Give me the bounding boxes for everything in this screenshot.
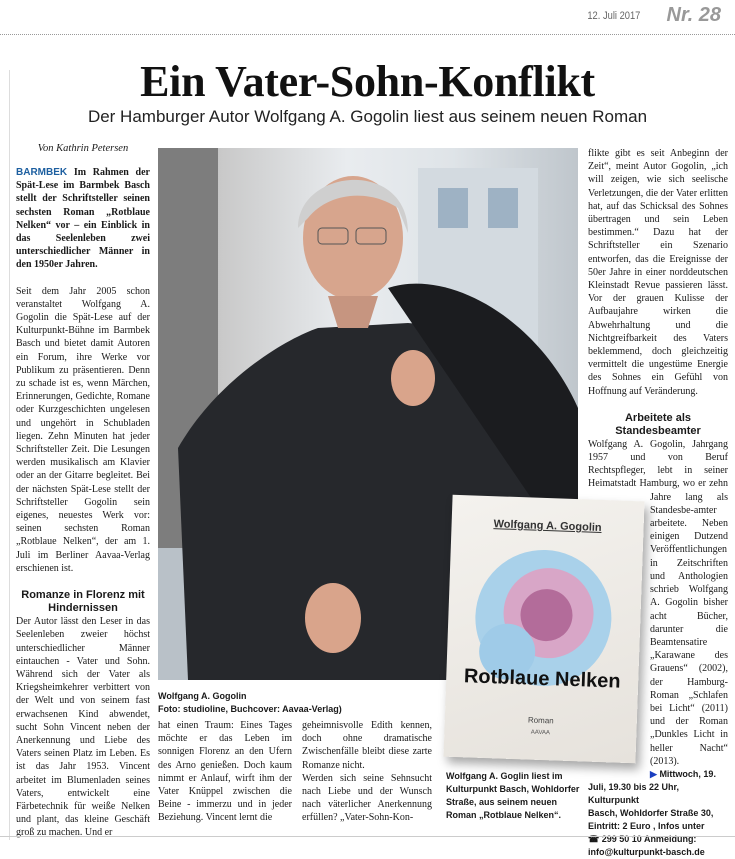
book-cover-author: Wolfgang A. Gogolin: [493, 518, 602, 534]
adjacent-article-edge: [0, 70, 10, 840]
photo-caption-name: Wolfgang A. Gogolin: [158, 691, 247, 701]
body-paragraph: Der Autor lässt den Leser in das Seelenleben zweier höchst unterschiedlicher Männer eintauchen - Vater und Sohn. Während sich der Vater als Kriegsheimkehrer verbittert von der Welt und von seinem fast erwachsenen Kind abwendet, sucht Sohn Vincent neben der Anerkennung und Liebe des Vaters seinen Platz im Leben. Es ist das Jahr 1953. Vincent arbeitet im Blumenladen seines Vaters, entwickelt eine Färbetechnik für weiße Nelken und plant, das kleine Geschäft groß zu machen. Und er: [16, 616, 150, 839]
issue-date: 12. Juli 2017: [586, 10, 640, 22]
event-date: Mittwoch, 19. Juli, 19.30 bis 22 Uhr, Kulturpunkt: [588, 768, 716, 805]
body-paragraph: Seit dem Jahr 2005 schon veranstaltet Wolfgang A. Gogolin die Spät-Lese auf der Kulturpunkt-Bühne im Barmbek Basch und bietet damit Autoren ein Forum, ihre Werke vor Publikum zu präsentieren. Denn zu schade ist es, wenn Märchen, Erinnerungen, Gedichte, Romane oder Kurzgeschichten ungelesen und ungehört in Schubladen liegen. Zehn Minuten hat jeder Schriftsteller Zeit. Die Lesungen werden musikalisch am Klavier oder an der Gitarre begleitet. Bei der nächsten Spät-Lese stellt der Schriftsteller Gogolin sein eigenes, neuestes Werk vor: seinen sechsten Roman „Rotblaue Nelken“, der am 1. Juli im Berliner Aavaa-Verlag erschienen ist.: [16, 285, 150, 574]
page-bottom-border: [0, 836, 735, 837]
article-column-4: [588, 147, 728, 859]
publisher-logo: AAVAA: [530, 729, 551, 737]
body-text-part-1: Wolfgang A. Gogolin, Jahrgang 1957 und von Beruf Rechtspfleger, lebt in seiner Heimatstadt Hamburg, wo er zehn Jahre lang als Standesbe-: [588, 438, 728, 516]
book-caption: Wolfgang A. Goglin liest im Kulturpunkt Basch, Wohldorfer Straße, aus seinem neuen Roman „Rotblaue Nelken“.: [446, 771, 580, 820]
event-phone: [588, 833, 728, 846]
lead-text: Im Rahmen der Spät-Lese im Barmbek Basch stellt der Schriftsteller seinen sechsten Roman „Rotblaue Nelken“ vor – ein Einblick in das Seelenleben zwei unterschiedlicher Männer in den 1950er Jahren.: [16, 167, 150, 271]
arrow-icon: ▶: [650, 768, 657, 779]
photo-caption: [158, 690, 438, 716]
header-divider: [0, 34, 735, 35]
body-paragraph: flikte gibt es seit Anbeginn der Zeit“, meint Autor Gogolin, „ich will zeigen, wie sich seelische Verletzungen, die der Vater erlitten hat, auf das Schicksal des Sohnes übertragen und sein Leben bestimmen.“ Dazu hat der Schriftsteller ein Szenario entworfen, das die Ereignisse der 50er Jahre in einer norddeutschen Kleinstadt Revue passieren lässt. Vor der grauen Kulisse der Aufbaujahre wirken die Abwehrhaltung und die Nichtgreifbarkeit des Vaters beklemmend, doch gleichzeitig vermittelt die ungestüme Energie des Sohnes ein Gefühl von Hoffnung auf Veränderung.: [588, 148, 728, 397]
event-details: [588, 807, 728, 859]
book-cover-title: Rotblaue Nelken: [463, 665, 621, 693]
headline: Ein Vater-Sohn-Konflikt: [140, 57, 595, 106]
book-wrap-spacer: [588, 499, 650, 779]
issue-number: Nr. 28: [666, 4, 721, 26]
article-column-2: hat einen Traum: Eines Tages möchte er das Leben im sonnigen Florenz an den Ufern des Arno genießen. Doch kaum nimmt er Anlauf, wirft ihm der Vater Knüppel zwischen die Beine - immerzu und in jeder Beziehung. Vincent lernt die: [158, 720, 292, 824]
subheading: Arbeitete als Standesbeamter: [615, 411, 701, 437]
event-email: info@kulturpunkt-basch.de: [588, 846, 705, 857]
subheadline: Der Hamburger Autor Wolfgang A. Gogolin liest aus seinem neuen Roman: [87, 107, 648, 126]
byline: Von Kathrin Petersen: [37, 143, 129, 154]
photo-credit: Foto: studioline, Buchcover: Aavaa-Verlag): [158, 704, 342, 714]
phone-icon: ☎: [588, 833, 600, 844]
lead-paragraph: [16, 166, 150, 272]
book-cover-genre: Roman: [527, 715, 554, 726]
event-address: Basch, Wohldorfer Straße 30, Eintritt: 2 Euro , Infos unter: [588, 807, 714, 831]
body-text-part-2: amter arbeitete. Neben einigen Dutzend Veröffentlichungen in Zeitschriften und Anthologien schrieb Wolfgang A. Gogolin bisher acht Bücher, darunter die Beamtensatire „Karawane des Grauens“ (2002), der Hamburg-Roman „Schlafen bei Licht“ (2011) und der Roman „Dunkles Licht in heller Nacht“ (2013).: [650, 504, 728, 767]
article-column-3: [302, 719, 432, 825]
phone-number: 299 50 10 Anmeldung:: [601, 833, 697, 844]
body-paragraph: geheimnisvolle Edith kennen, doch ohne dramatische Zwischenfälle bleibt diese zarte Romanze nicht.: [302, 720, 432, 771]
body-paragraph: Werden sich seine Sehnsucht nach Liebe und der Wunsch nach väterlicher Anerkennung erfüllen? „Vater-Sohn-Kon-: [302, 772, 432, 824]
article-column-1: [16, 166, 150, 840]
subheading: Romanze in Florenz mit Hindernissen: [21, 589, 145, 615]
dateline: BARMBEK: [16, 167, 68, 178]
